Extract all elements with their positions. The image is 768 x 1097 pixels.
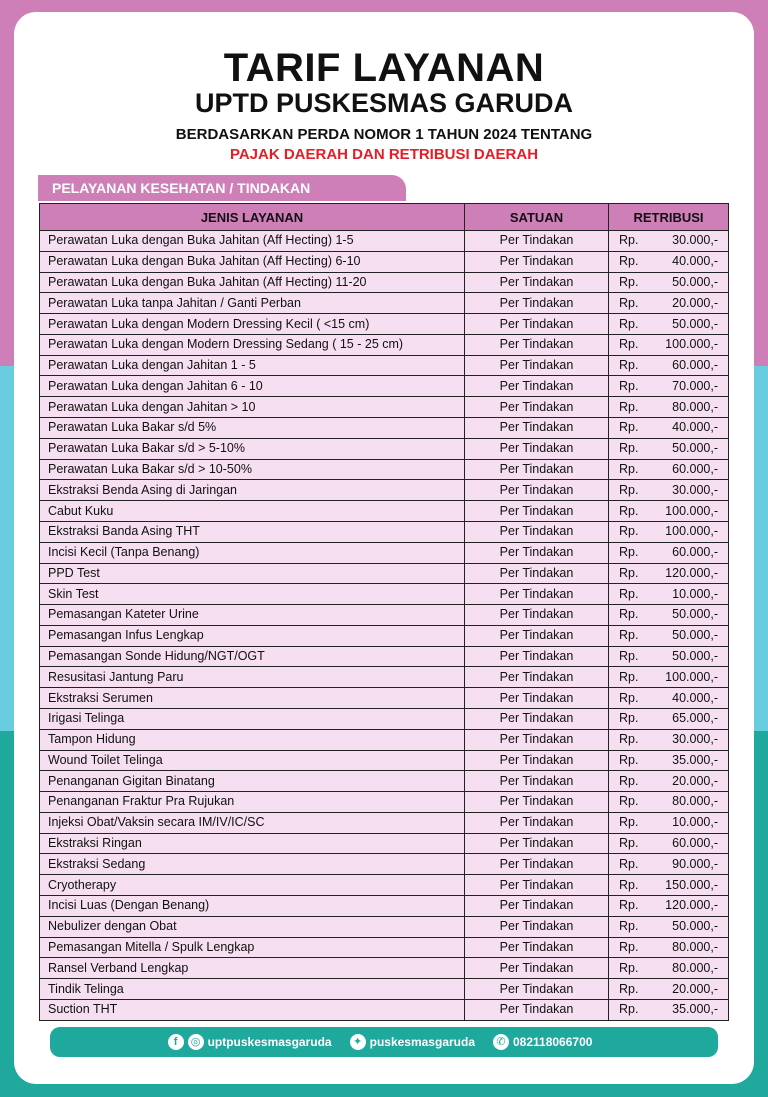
table-header-row — [40, 204, 729, 231]
service-price — [609, 231, 729, 252]
service-price — [609, 542, 729, 563]
table-row — [40, 854, 729, 875]
service-unit: Per Tindakan — [465, 833, 609, 854]
service-unit: Per Tindakan — [465, 418, 609, 439]
table-row — [40, 355, 729, 376]
phone-number: 082118066700 — [513, 1035, 593, 1049]
service-name: Pemasangan Infus Lengkap — [40, 625, 465, 646]
service-name: Perawatan Luka dengan Jahitan > 10 — [40, 397, 465, 418]
service-unit: Per Tindakan — [465, 937, 609, 958]
price-amount: 60.000,- — [672, 545, 718, 560]
price-amount: 30.000,- — [672, 482, 718, 497]
table-row — [40, 501, 729, 522]
service-price — [609, 708, 729, 729]
service-price — [609, 812, 729, 833]
service-name: Irigasi Telinga — [40, 708, 465, 729]
column-header-service: JENIS LAYANAN — [40, 204, 465, 231]
service-price — [609, 397, 729, 418]
price-amount: 50.000,- — [672, 316, 718, 331]
service-unit: Per Tindakan — [465, 397, 609, 418]
service-price — [609, 418, 729, 439]
currency-label: Rp. — [619, 337, 639, 352]
table-row — [40, 397, 729, 418]
service-price — [609, 521, 729, 542]
service-name: Ransel Verband Lengkap — [40, 958, 465, 979]
table-row — [40, 999, 729, 1020]
twitter-handle: puskesmasgaruda — [369, 1035, 475, 1049]
currency-label: Rp. — [619, 773, 639, 788]
price-amount: 40.000,- — [672, 254, 718, 269]
service-unit: Per Tindakan — [465, 459, 609, 480]
facebook-icon: f — [168, 1034, 184, 1050]
table-row — [40, 293, 729, 314]
service-name: Perawatan Luka Bakar s/d 5% — [40, 418, 465, 439]
service-name: Injeksi Obat/Vaksin secara IM/IV/IC/SC — [40, 812, 465, 833]
currency-label: Rp. — [619, 815, 639, 830]
price-amount: 50.000,- — [672, 441, 718, 456]
currency-label: Rp. — [619, 295, 639, 310]
currency-label: Rp. — [619, 856, 639, 871]
service-price — [609, 438, 729, 459]
service-unit: Per Tindakan — [465, 667, 609, 688]
price-amount: 70.000,- — [672, 378, 718, 393]
social-whatsapp[interactable] — [493, 1034, 592, 1050]
price-amount: 50.000,- — [672, 274, 718, 289]
service-price — [609, 750, 729, 771]
price-amount: 150.000,- — [665, 877, 718, 892]
service-price — [609, 355, 729, 376]
currency-label: Rp. — [619, 545, 639, 560]
service-name: Perawatan Luka Bakar s/d > 10-50% — [40, 459, 465, 480]
currency-label: Rp. — [619, 919, 639, 934]
currency-label: Rp. — [619, 482, 639, 497]
service-name: Pemasangan Sonde Hidung/NGT/OGT — [40, 646, 465, 667]
instagram-icon: ◎ — [188, 1034, 204, 1050]
service-price — [609, 792, 729, 813]
service-name: Ekstraksi Sedang — [40, 854, 465, 875]
service-name: Wound Toilet Telinga — [40, 750, 465, 771]
service-price — [609, 314, 729, 335]
service-name: Ekstraksi Benda Asing di Jaringan — [40, 480, 465, 501]
table-row — [40, 958, 729, 979]
service-price — [609, 584, 729, 605]
service-unit: Per Tindakan — [465, 355, 609, 376]
table-row — [40, 542, 729, 563]
service-name: Perawatan Luka dengan Buka Jahitan (Aff Hecting) 6-10 — [40, 251, 465, 272]
service-unit: Per Tindakan — [465, 646, 609, 667]
table-row — [40, 459, 729, 480]
service-unit: Per Tindakan — [465, 688, 609, 709]
service-name: Resusitasi Jantung Paru — [40, 667, 465, 688]
service-name: Incisi Kecil (Tanpa Benang) — [40, 542, 465, 563]
currency-label: Rp. — [619, 628, 639, 643]
service-name: Ekstraksi Ringan — [40, 833, 465, 854]
currency-label: Rp. — [619, 607, 639, 622]
table-row — [40, 979, 729, 1000]
service-unit: Per Tindakan — [465, 625, 609, 646]
page-title: TARIF LAYANAN — [223, 46, 545, 90]
service-price — [609, 625, 729, 646]
table-row — [40, 314, 729, 335]
service-unit: Per Tindakan — [465, 334, 609, 355]
service-unit: Per Tindakan — [465, 272, 609, 293]
service-price — [609, 563, 729, 584]
price-amount: 35.000,- — [672, 1002, 718, 1017]
service-price — [609, 999, 729, 1020]
instagram-handle: uptpuskesmasgaruda — [207, 1035, 332, 1049]
currency-label: Rp. — [619, 836, 639, 851]
service-unit: Per Tindakan — [465, 521, 609, 542]
table-row — [40, 937, 729, 958]
table-row — [40, 605, 729, 626]
table-row — [40, 438, 729, 459]
price-amount: 60.000,- — [672, 358, 718, 373]
service-name: Perawatan Luka dengan Jahitan 6 - 10 — [40, 376, 465, 397]
service-unit: Per Tindakan — [465, 376, 609, 397]
currency-label: Rp. — [619, 565, 639, 580]
service-unit: Per Tindakan — [465, 958, 609, 979]
service-unit: Per Tindakan — [465, 293, 609, 314]
service-price — [609, 293, 729, 314]
twitter-icon: ✦ — [350, 1034, 366, 1050]
service-price — [609, 916, 729, 937]
social-twitter[interactable] — [350, 1034, 475, 1050]
service-price — [609, 688, 729, 709]
social-instagram[interactable] — [168, 1034, 332, 1050]
table-row — [40, 334, 729, 355]
service-name: Pemasangan Kateter Urine — [40, 605, 465, 626]
service-name: Perawatan Luka Bakar s/d > 5-10% — [40, 438, 465, 459]
service-unit: Per Tindakan — [465, 314, 609, 335]
service-price — [609, 334, 729, 355]
service-name: Pemasangan Mitella / Spulk Lengkap — [40, 937, 465, 958]
currency-label: Rp. — [619, 274, 639, 289]
table-row — [40, 792, 729, 813]
service-name: Skin Test — [40, 584, 465, 605]
service-unit: Per Tindakan — [465, 605, 609, 626]
table-row — [40, 729, 729, 750]
service-unit: Per Tindakan — [465, 501, 609, 522]
section-title: PELAYANAN KESEHATAN / TINDAKAN — [38, 175, 406, 201]
service-price — [609, 729, 729, 750]
service-name: Perawatan Luka dengan Modern Dressing Kecil ( <15 cm) — [40, 314, 465, 335]
price-amount: 20.000,- — [672, 981, 718, 996]
service-unit: Per Tindakan — [465, 480, 609, 501]
price-amount: 10.000,- — [672, 815, 718, 830]
table-row — [40, 812, 729, 833]
service-name: Perawatan Luka dengan Modern Dressing Sedang ( 15 - 25 cm) — [40, 334, 465, 355]
table-row — [40, 563, 729, 584]
currency-label: Rp. — [619, 877, 639, 892]
service-price — [609, 459, 729, 480]
table-row — [40, 896, 729, 917]
service-price — [609, 272, 729, 293]
service-price — [609, 833, 729, 854]
table-row — [40, 708, 729, 729]
service-unit: Per Tindakan — [465, 916, 609, 937]
service-name: Cryotherapy — [40, 875, 465, 896]
service-name: PPD Test — [40, 563, 465, 584]
price-amount: 40.000,- — [672, 420, 718, 435]
service-name: Nebulizer dengan Obat — [40, 916, 465, 937]
price-amount: 20.000,- — [672, 773, 718, 788]
column-header-unit: SATUAN — [465, 204, 609, 231]
service-price — [609, 501, 729, 522]
currency-label: Rp. — [619, 669, 639, 684]
currency-label: Rp. — [619, 233, 639, 248]
service-name: Ekstraksi Serumen — [40, 688, 465, 709]
service-name: Tampon Hidung — [40, 729, 465, 750]
currency-label: Rp. — [619, 420, 639, 435]
price-amount: 120.000,- — [665, 565, 718, 580]
service-unit: Per Tindakan — [465, 563, 609, 584]
currency-label: Rp. — [619, 981, 639, 996]
currency-label: Rp. — [619, 690, 639, 705]
service-unit: Per Tindakan — [465, 542, 609, 563]
price-amount: 100.000,- — [665, 669, 718, 684]
table-row — [40, 646, 729, 667]
service-price — [609, 896, 729, 917]
service-price — [609, 251, 729, 272]
currency-label: Rp. — [619, 503, 639, 518]
currency-label: Rp. — [619, 524, 639, 539]
price-amount: 80.000,- — [672, 939, 718, 954]
currency-label: Rp. — [619, 960, 639, 975]
service-unit: Per Tindakan — [465, 750, 609, 771]
service-price — [609, 667, 729, 688]
price-amount: 100.000,- — [665, 337, 718, 352]
price-amount: 20.000,- — [672, 295, 718, 310]
currency-label: Rp. — [619, 358, 639, 373]
service-name: Cabut Kuku — [40, 501, 465, 522]
service-name: Ekstraksi Banda Asing THT — [40, 521, 465, 542]
service-unit: Per Tindakan — [465, 896, 609, 917]
footer-contact-bar — [50, 1027, 718, 1057]
tariff-table — [39, 203, 729, 1021]
price-amount: 30.000,- — [672, 732, 718, 747]
service-name: Incisi Luas (Dengan Benang) — [40, 896, 465, 917]
price-amount: 100.000,- — [665, 503, 718, 518]
currency-label: Rp. — [619, 461, 639, 476]
currency-label: Rp. — [619, 586, 639, 601]
price-amount: 60.000,- — [672, 836, 718, 851]
price-amount: 50.000,- — [672, 607, 718, 622]
service-price — [609, 854, 729, 875]
currency-label: Rp. — [619, 711, 639, 726]
currency-label: Rp. — [619, 1002, 639, 1017]
price-amount: 30.000,- — [672, 233, 718, 248]
price-amount: 100.000,- — [665, 524, 718, 539]
currency-label: Rp. — [619, 939, 639, 954]
currency-label: Rp. — [619, 399, 639, 414]
currency-label: Rp. — [619, 794, 639, 809]
price-amount: 80.000,- — [672, 794, 718, 809]
table-row — [40, 875, 729, 896]
currency-label: Rp. — [619, 316, 639, 331]
table-row — [40, 916, 729, 937]
service-unit: Per Tindakan — [465, 999, 609, 1020]
service-unit: Per Tindakan — [465, 251, 609, 272]
service-unit: Per Tindakan — [465, 875, 609, 896]
regulation-text: BERDASARKAN PERDA NOMOR 1 TAHUN 2024 TENTANG — [175, 126, 593, 143]
service-price — [609, 376, 729, 397]
price-amount: 80.000,- — [672, 399, 718, 414]
table-body — [40, 231, 729, 1021]
service-price — [609, 771, 729, 792]
currency-label: Rp. — [619, 441, 639, 456]
currency-label: Rp. — [619, 649, 639, 664]
price-amount: 80.000,- — [672, 960, 718, 975]
table-row — [40, 750, 729, 771]
price-amount: 60.000,- — [672, 461, 718, 476]
currency-label: Rp. — [619, 378, 639, 393]
table-row — [40, 418, 729, 439]
column-header-price: RETRIBUSI — [609, 204, 729, 231]
table-row — [40, 833, 729, 854]
regulation-subject: PAJAK DAERAH DAN RETRIBUSI DAERAH — [229, 146, 539, 163]
tariff-table-container — [39, 203, 728, 1021]
table-row — [40, 521, 729, 542]
price-amount: 35.000,- — [672, 752, 718, 767]
service-name: Perawatan Luka dengan Buka Jahitan (Aff Hecting) 11-20 — [40, 272, 465, 293]
service-unit: Per Tindakan — [465, 584, 609, 605]
service-unit: Per Tindakan — [465, 729, 609, 750]
currency-label: Rp. — [619, 254, 639, 269]
price-amount: 50.000,- — [672, 649, 718, 664]
table-row — [40, 667, 729, 688]
table-row — [40, 231, 729, 252]
page-subtitle: UPTD PUSKESMAS GARUDA — [194, 88, 574, 118]
table-row — [40, 480, 729, 501]
currency-label: Rp. — [619, 752, 639, 767]
table-row — [40, 251, 729, 272]
service-unit: Per Tindakan — [465, 708, 609, 729]
service-name: Perawatan Luka dengan Buka Jahitan (Aff Hecting) 1-5 — [40, 231, 465, 252]
table-row — [40, 771, 729, 792]
service-unit: Per Tindakan — [465, 812, 609, 833]
price-amount: 50.000,- — [672, 628, 718, 643]
price-amount: 40.000,- — [672, 690, 718, 705]
service-price — [609, 937, 729, 958]
service-unit: Per Tindakan — [465, 792, 609, 813]
price-amount: 65.000,- — [672, 711, 718, 726]
service-unit: Per Tindakan — [465, 771, 609, 792]
service-name: Penanganan Fraktur Pra Rujukan — [40, 792, 465, 813]
service-name: Tindik Telinga — [40, 979, 465, 1000]
service-price — [609, 875, 729, 896]
service-name: Suction THT — [40, 999, 465, 1020]
price-amount: 120.000,- — [665, 898, 718, 913]
currency-label: Rp. — [619, 732, 639, 747]
service-unit: Per Tindakan — [465, 438, 609, 459]
service-price — [609, 480, 729, 501]
service-unit: Per Tindakan — [465, 979, 609, 1000]
service-price — [609, 605, 729, 626]
service-name: Perawatan Luka tanpa Jahitan / Ganti Perban — [40, 293, 465, 314]
currency-label: Rp. — [619, 898, 639, 913]
service-name: Perawatan Luka dengan Jahitan 1 - 5 — [40, 355, 465, 376]
service-name: Penanganan Gigitan Binatang — [40, 771, 465, 792]
price-amount: 90.000,- — [672, 856, 718, 871]
whatsapp-icon: ✆ — [493, 1034, 509, 1050]
service-price — [609, 958, 729, 979]
service-price — [609, 979, 729, 1000]
table-row — [40, 376, 729, 397]
table-row — [40, 625, 729, 646]
service-unit: Per Tindakan — [465, 231, 609, 252]
price-amount: 50.000,- — [672, 919, 718, 934]
table-row — [40, 272, 729, 293]
service-unit: Per Tindakan — [465, 854, 609, 875]
table-row — [40, 584, 729, 605]
table-row — [40, 688, 729, 709]
price-amount: 10.000,- — [672, 586, 718, 601]
service-price — [609, 646, 729, 667]
